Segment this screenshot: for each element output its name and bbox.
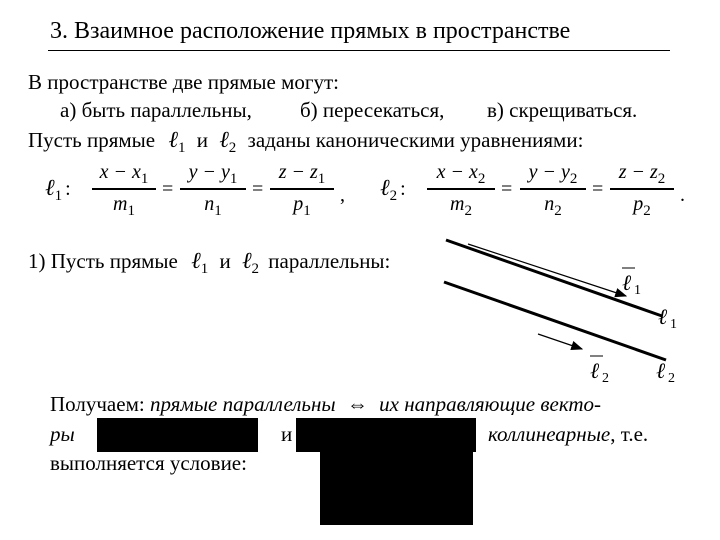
page-title: 3. Взаимное расположение прямых в пространстве	[50, 18, 571, 44]
conclusion-label: Получаем:	[50, 392, 145, 416]
conclusion-italic-vectors: их направляющие векто-	[379, 392, 602, 416]
vector-l1-label: ℓ	[622, 270, 632, 295]
conclusion-tail: , т.е.	[610, 422, 649, 446]
parallel-lines-figure	[430, 230, 700, 400]
line-l1-label: ℓ	[658, 304, 668, 329]
conclusion-and: и	[281, 422, 293, 446]
conclusion-collinear	[488, 422, 648, 447]
line-l2-index: 2	[668, 371, 675, 386]
case1-sentence	[28, 248, 391, 277]
eq2-equals: =	[501, 178, 513, 200]
iff-symbol: ⇔	[346, 392, 368, 416]
ell-index: 2	[228, 140, 237, 156]
line-l1-index: 1	[670, 317, 677, 332]
let-prefix: Пусть прямые	[28, 128, 156, 152]
eq1-fraction-z: $z - z_1$ $p_1$	[270, 160, 334, 218]
option-a: а) быть параллельны,	[60, 98, 252, 122]
eq2-fraction-z: $z - z_2$ $p_2$	[610, 160, 674, 218]
vector-l2-arrow	[538, 334, 582, 349]
conclusion-line-1	[50, 392, 601, 417]
eq2-equals: =	[592, 178, 604, 200]
let-lines-sentence	[28, 127, 584, 156]
eq1-comma: ,	[340, 184, 345, 206]
ell-symbol: ℓ	[219, 127, 229, 152]
conclusion-ry: ры	[50, 422, 75, 446]
eq1-label: ℓ$_1$ :	[45, 175, 71, 204]
option-b: б) пересекаться,	[300, 98, 445, 122]
and-word: и	[196, 128, 208, 152]
case1-prefix: 1) Пусть прямые	[28, 249, 178, 273]
line-l2	[444, 282, 666, 360]
vector-l1-index: 1	[634, 283, 641, 298]
ell-index: 1	[177, 140, 186, 156]
ell-index: 2	[251, 261, 260, 277]
eq1-equals: =	[252, 178, 264, 200]
conclusion-line-3: выполняется условие:	[50, 451, 247, 475]
redacted-condition	[320, 450, 473, 525]
redacted-vector-1	[97, 418, 258, 452]
let-suffix: заданы каноническими уравнениями:	[247, 128, 584, 152]
conclusion-italic-parallel: прямые параллельны	[149, 392, 336, 416]
ell-symbol: ℓ	[191, 248, 201, 273]
title-underline	[48, 50, 670, 51]
line-l2-label: ℓ	[656, 358, 666, 383]
vector-l1-arrow	[468, 244, 626, 296]
eq2-period: .	[680, 184, 685, 206]
intro-line-1: В пространстве две прямые могут:	[28, 70, 340, 94]
redacted-vector-2	[296, 418, 476, 452]
ell-symbol: ℓ	[241, 248, 252, 273]
vector-l2-label: ℓ	[590, 358, 600, 383]
eq1-fraction-x: $x - x_1$ $m_1$	[92, 160, 156, 218]
eq1-equals: =	[162, 178, 174, 200]
ell-symbol: ℓ	[168, 127, 178, 152]
conclusion-italic-collinear: коллинеарные	[488, 422, 611, 446]
eq2-fraction-x: $x - x_2$ $m_2$	[427, 160, 495, 218]
eq2-fraction-y: $y - y_2$ $n_2$	[520, 160, 586, 218]
ell-index: 1	[200, 261, 209, 277]
option-c: в) скрещиваться.	[487, 98, 638, 122]
case1-suffix: параллельны:	[268, 249, 391, 273]
and-word: и	[219, 249, 231, 273]
eq1-fraction-y: $y - y_1$ $n_1$	[180, 160, 246, 218]
eq2-label: ℓ$_2$ :	[380, 175, 406, 204]
vector-l2-index: 2	[602, 371, 609, 386]
